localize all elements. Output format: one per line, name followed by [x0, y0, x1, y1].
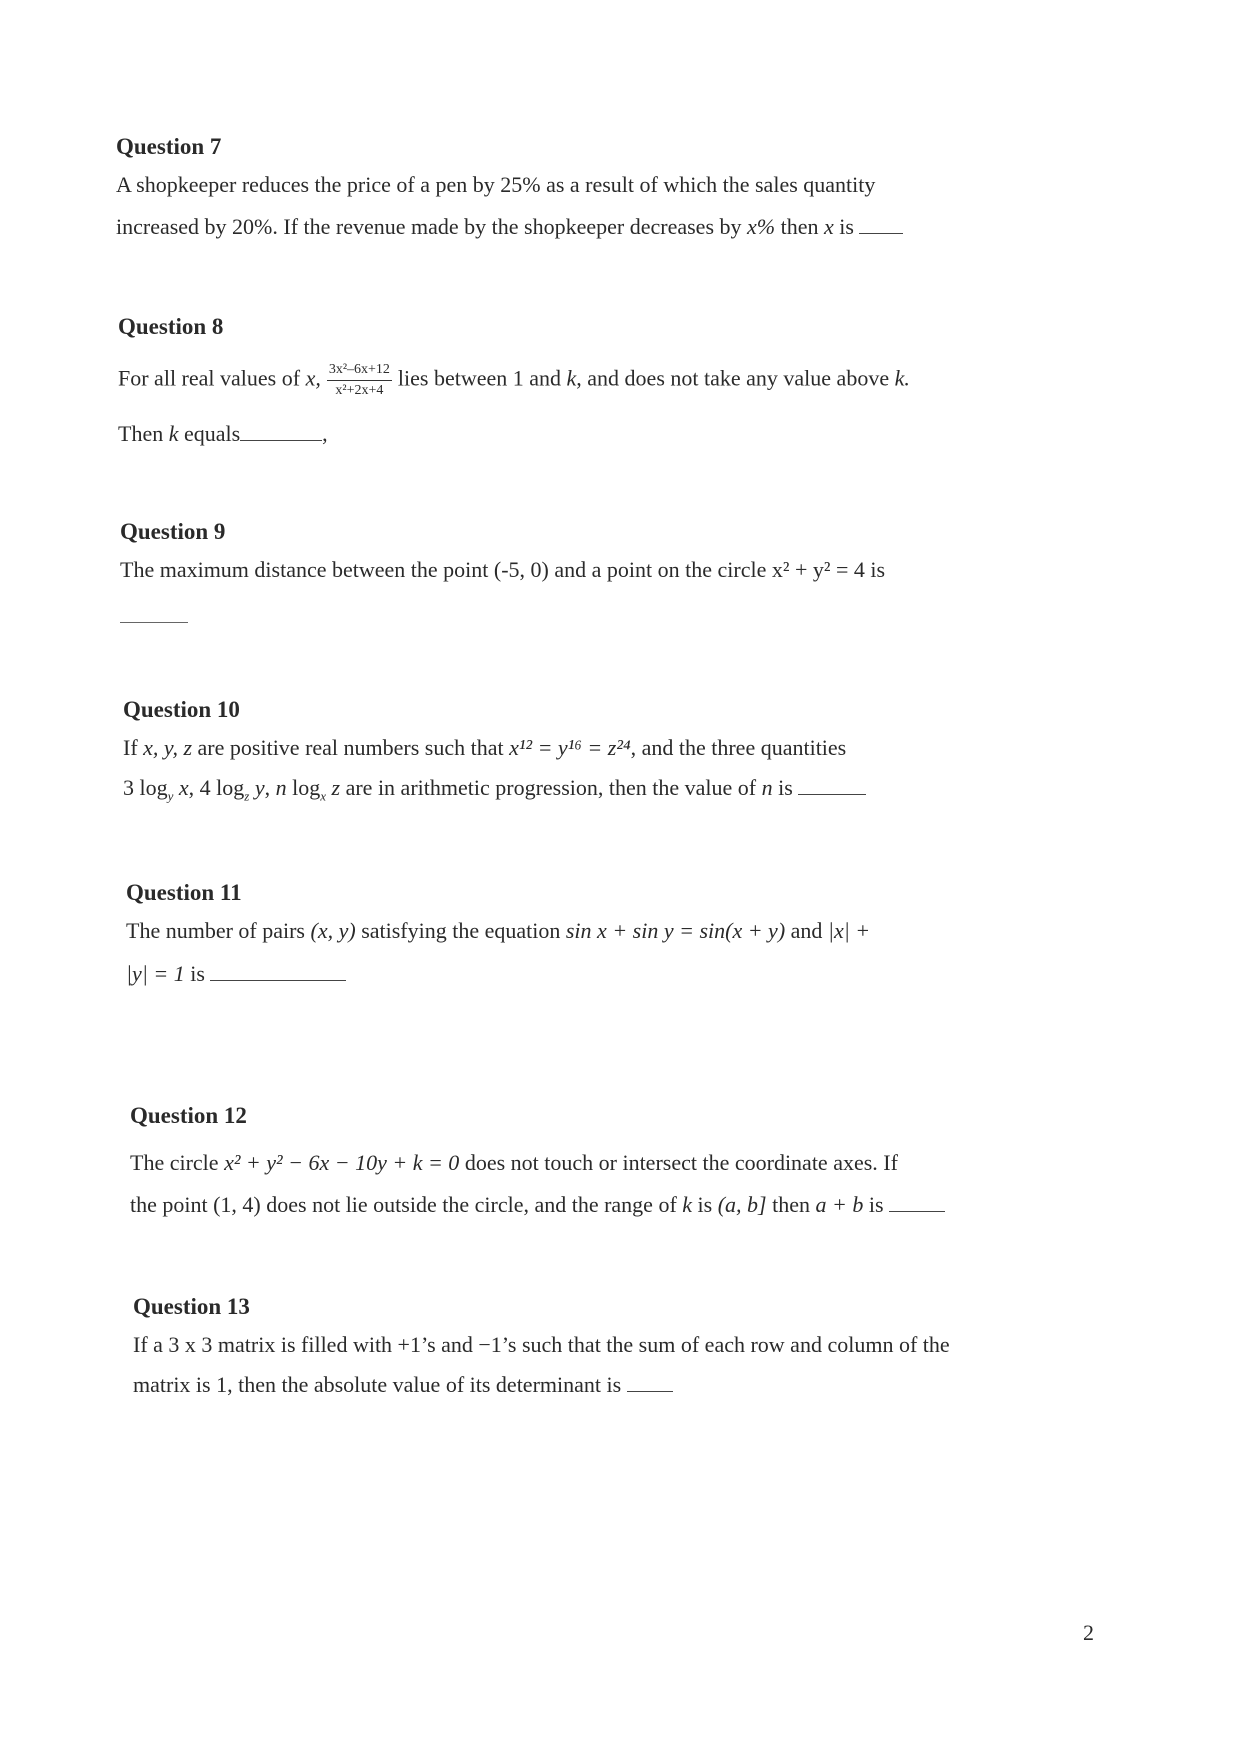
- question-text: the point (1, 4) does not lie outside the circle, and the range of k is (a, b] then a + b is: [130, 1192, 945, 1218]
- question-text: 3 $\log_y x$, 4 $\log_z y$, n $\log_x z$ are in arithmetic progression, then the value of n is: [123, 775, 866, 804]
- question-title: Question 10: [123, 697, 240, 722]
- question-text: |y| = 1 is: [126, 961, 346, 987]
- answer-blank[interactable]: [240, 422, 322, 441]
- answer-blank[interactable]: [889, 1193, 945, 1212]
- question-title: Question 12: [130, 1103, 247, 1128]
- question-text: The circle x² + y² − 6x − 10y + k = 0 does not touch or intersect the coordinate axes. If: [130, 1150, 898, 1175]
- question-text: For all real values of x, $\frac{\text{3x²–6x+12}}{\text{x²+2x+4}}$ lies between 1 and k, and does not take any value above k.: [118, 362, 910, 398]
- question-text: The maximum distance between the point (-5, 0) and a point on the circle x² + y² = 4 is: [120, 557, 886, 582]
- fraction: $\frac{\text{3x²–6x+12}}{\text{x²+2x+4}}$: [328, 362, 390, 398]
- question-text: increased by 20%. If the revenue made by the shopkeeper decreases by x% then x is: [116, 214, 903, 240]
- question-text: matrix is 1, then the absolute value of its determinant is: [133, 1372, 673, 1398]
- question-title: Question 7: [116, 134, 222, 159]
- question-text: If x, y, z are positive real numbers such that x¹² = y¹⁶ = z²⁴, and the three quantities: [123, 735, 847, 760]
- answer-blank[interactable]: [859, 215, 903, 234]
- question-title: Question 13: [133, 1294, 250, 1319]
- question-title: Question 8: [118, 314, 224, 339]
- question-text: A shopkeeper reduces the price of a pen by 25% as a result of which the sales quantity: [116, 172, 876, 197]
- question-text: The number of pairs (x, y) satisfying the equation sin x + sin y = sin(x + y) and |x| +: [126, 918, 871, 943]
- answer-blank[interactable]: [210, 962, 346, 981]
- page-number: 2: [1083, 1620, 1094, 1645]
- question-title: Question 9: [120, 519, 226, 544]
- answer-blank[interactable]: [798, 776, 866, 795]
- answer-blank[interactable]: [627, 1373, 673, 1392]
- answer-blank[interactable]: [120, 622, 188, 623]
- question-title: Question 11: [126, 880, 242, 905]
- question-text: Then k equals ,: [118, 421, 328, 446]
- question-text: If a 3 x 3 matrix is filled with +1’s and −1’s such that the sum of each row and column of the: [133, 1332, 950, 1357]
